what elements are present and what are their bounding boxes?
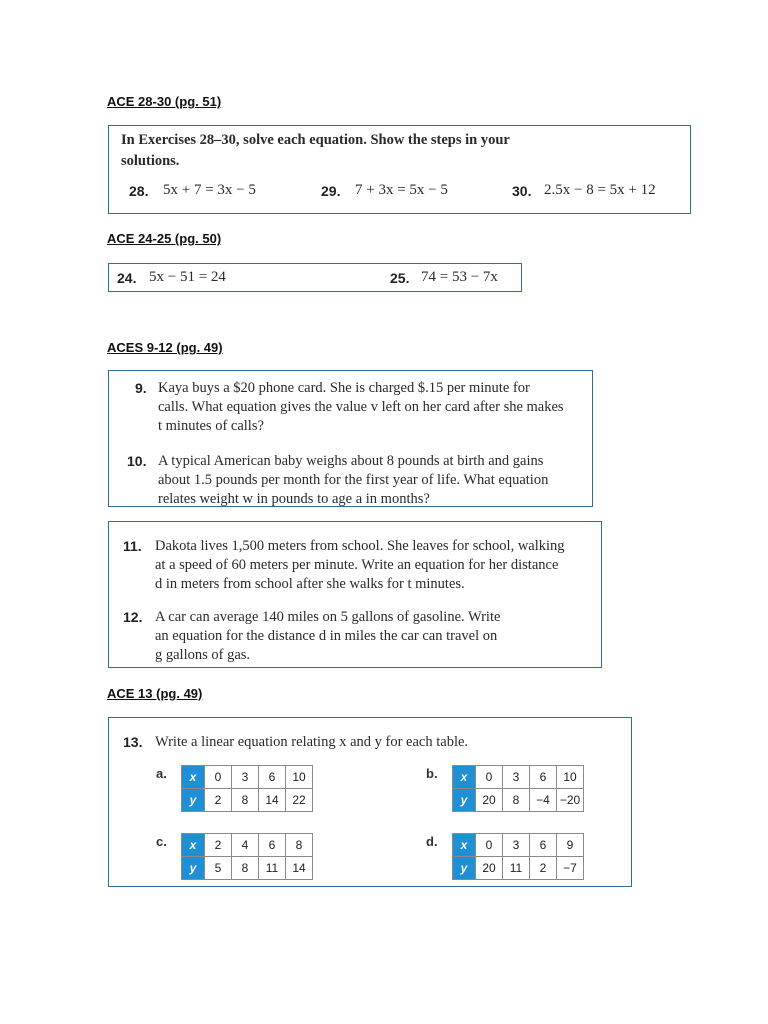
problem-number-28: 28.	[129, 183, 149, 199]
problem-number-30: 30.	[512, 183, 532, 199]
heading-ace-28-30: ACE 28-30 (pg. 51)	[107, 94, 222, 109]
table-d-y-row	[453, 857, 584, 880]
cell: 11	[259, 857, 286, 880]
cell: 14	[286, 857, 313, 880]
equation-29: 7 + 3x = 5x − 5	[355, 182, 448, 198]
problem-9-text	[158, 379, 588, 436]
problem-number-13: 13.	[123, 734, 143, 750]
table-b-x-row	[453, 766, 584, 789]
cell: 6	[259, 834, 286, 857]
problem-number-12: 12.	[123, 609, 143, 625]
cell: 8	[232, 789, 259, 812]
exercise-box-28-30	[108, 125, 691, 214]
cell: 6	[530, 766, 557, 789]
problem-9-line-3: t minutes of calls?	[158, 418, 264, 434]
table-a-x-row	[182, 766, 313, 789]
cell: −4	[530, 789, 557, 812]
problem-10-line-3: relates weight w in pounds to age a in months?	[158, 491, 430, 507]
cell: 10	[286, 766, 313, 789]
exercise-box-11-12	[108, 521, 602, 668]
heading-ace-13: ACE 13 (pg. 49)	[107, 686, 203, 701]
equation-28: 5x + 7 = 3x − 5	[163, 182, 256, 198]
y-header: y	[453, 789, 476, 812]
table-c-y-row	[182, 857, 313, 880]
cell: 0	[476, 834, 503, 857]
instructions-line-2: solutions.	[121, 153, 180, 169]
x-header: x	[453, 834, 476, 857]
equation-25: 74 = 53 − 7x	[421, 269, 498, 285]
heading-ace-24-25: ACE 24-25 (pg. 50)	[107, 231, 222, 246]
problem-11-line-3: d in meters from school after she walks for t minutes.	[155, 576, 465, 592]
equation-30: 2.5x − 8 = 5x + 12	[544, 182, 656, 198]
table-c-x-row	[182, 834, 313, 857]
table-a	[181, 765, 313, 812]
table-b-label: b.	[426, 766, 438, 781]
instructions	[121, 130, 581, 172]
exercise-box-13	[108, 717, 632, 887]
cell: 2	[205, 789, 232, 812]
heading-aces-9-12: ACES 9-12 (pg. 49)	[107, 340, 223, 355]
cell: 9	[557, 834, 584, 857]
problem-number-9: 9.	[135, 380, 147, 396]
x-header: x	[453, 766, 476, 789]
cell: 3	[503, 834, 530, 857]
problem-10-text	[158, 452, 588, 509]
table-a-y-row	[182, 789, 313, 812]
table-c	[181, 833, 313, 880]
problem-13-prompt: Write a linear equation relating x and y for each table.	[155, 734, 469, 750]
y-header: y	[453, 857, 476, 880]
cell: 8	[232, 857, 259, 880]
cell: 20	[476, 789, 503, 812]
problem-9-line-1: Kaya buys a $20 phone card. She is charged $.15 per minute for	[158, 380, 530, 396]
problem-11-text	[155, 537, 595, 594]
y-header: y	[182, 789, 205, 812]
problem-12-text	[155, 608, 595, 665]
cell: 11	[503, 857, 530, 880]
problem-11-line-1: Dakota lives 1,500 meters from school. She leaves for school, walking	[155, 538, 565, 554]
problem-number-24: 24.	[117, 270, 137, 286]
problem-12-line-1: A car can average 140 miles on 5 gallons of gasoline. Write	[155, 609, 501, 625]
problem-10-line-2: about 1.5 pounds per month for the first year of life. What equation	[158, 472, 549, 488]
problem-number-10: 10.	[127, 453, 147, 469]
cell: 3	[503, 766, 530, 789]
cell: 6	[259, 766, 286, 789]
problem-12-line-2: an equation for the distance d in miles the car can travel on	[155, 628, 498, 644]
table-b-y-row	[453, 789, 584, 812]
cell: 0	[205, 766, 232, 789]
cell: 8	[286, 834, 313, 857]
table-d-label: d.	[426, 834, 438, 849]
problem-number-25: 25.	[390, 270, 410, 286]
exercise-box-9-10	[108, 370, 593, 507]
y-header: y	[182, 857, 205, 880]
cell: 8	[503, 789, 530, 812]
x-header: x	[182, 766, 205, 789]
table-a-label: a.	[156, 766, 167, 781]
cell: 3	[232, 766, 259, 789]
x-header: x	[182, 834, 205, 857]
cell: 10	[557, 766, 584, 789]
cell: 5	[205, 857, 232, 880]
cell: 4	[232, 834, 259, 857]
table-c-label: c.	[156, 834, 167, 849]
problem-9-line-2: calls. What equation gives the value v left on her card after she makes	[158, 399, 564, 415]
table-d	[452, 833, 584, 880]
problem-12-line-3: g gallons of gas.	[155, 647, 251, 663]
exercise-box-24-25	[108, 263, 522, 292]
table-b	[452, 765, 584, 812]
cell: −20	[557, 789, 584, 812]
cell: 14	[259, 789, 286, 812]
problem-number-11: 11.	[123, 538, 142, 554]
cell: 20	[476, 857, 503, 880]
problem-11-line-2: at a speed of 60 meters per minute. Write an equation for her distance	[155, 557, 559, 573]
problem-number-29: 29.	[321, 183, 341, 199]
table-d-x-row	[453, 834, 584, 857]
cell: 6	[530, 834, 557, 857]
instructions-line-1: In Exercises 28–30, solve each equation. Show the steps in your	[121, 132, 510, 148]
cell: 2	[530, 857, 557, 880]
cell: −7	[557, 857, 584, 880]
cell: 22	[286, 789, 313, 812]
cell: 0	[476, 766, 503, 789]
equation-24: 5x − 51 = 24	[149, 269, 226, 285]
problem-10-line-1: A typical American baby weighs about 8 pounds at birth and gains	[158, 453, 544, 469]
cell: 2	[205, 834, 232, 857]
